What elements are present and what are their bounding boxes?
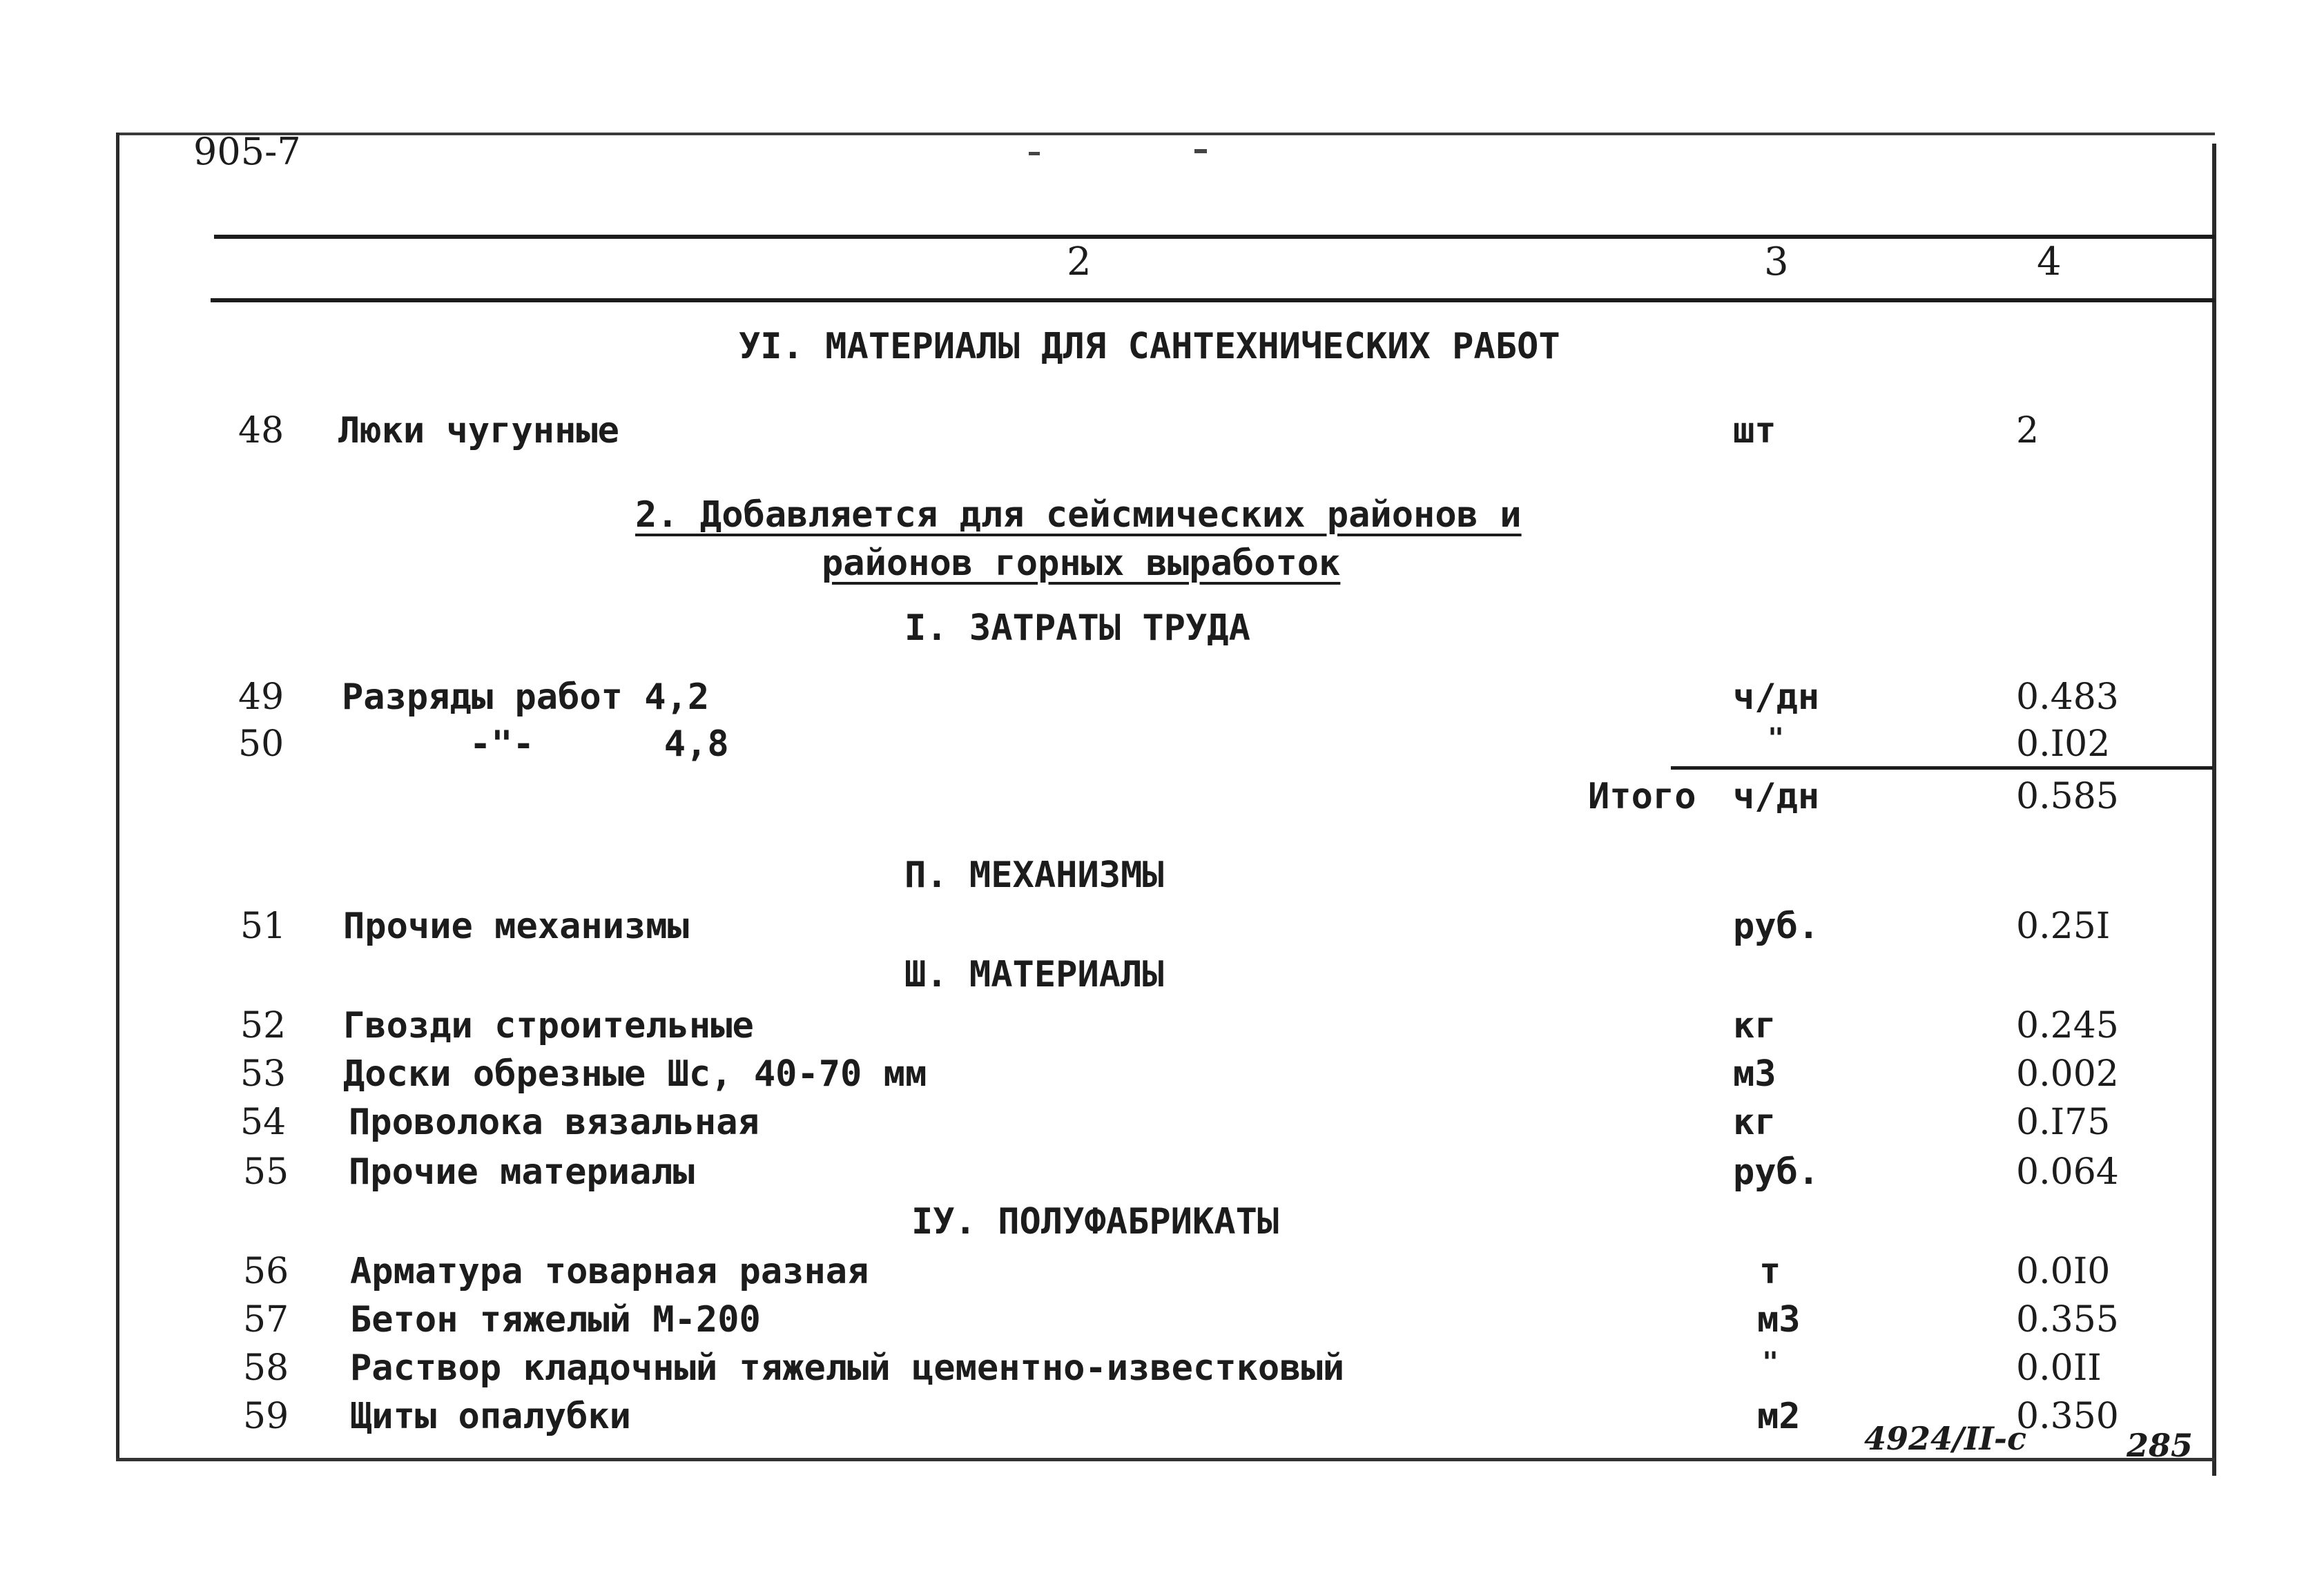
row-number: 51	[240, 906, 287, 947]
row-number: 59	[243, 1396, 289, 1437]
row-number: 58	[243, 1347, 289, 1389]
row-unit: м3	[1733, 1053, 1776, 1095]
row-name: Разряды работ 4,2	[342, 676, 710, 718]
row-value: 0.0II	[2016, 1347, 2102, 1389]
row-value: 0.483	[2016, 676, 2119, 718]
section-heading-machinery: П. МЕХАНИЗМЫ	[904, 855, 1164, 896]
row-unit: м2	[1757, 1396, 1801, 1437]
row-name: Раствор кладочный тяжелый цементно-известковый	[350, 1347, 1345, 1389]
row-value: 0.25I	[2016, 906, 2111, 947]
row-unit: ч/дн	[1733, 676, 1820, 718]
row-name: Гвозди строительные	[343, 1005, 754, 1046]
added-section-title-line1: 2. Добавляется для сейсмических районов и	[635, 494, 1522, 536]
row-name: Проволока вязальная	[349, 1102, 759, 1143]
row-name: Щиты опалубки	[350, 1396, 631, 1437]
row-value: 0.002	[2016, 1053, 2119, 1095]
table-header-bottom-rule	[211, 298, 2215, 302]
document-code: 905-7	[193, 130, 301, 173]
header-mark	[1029, 152, 1040, 155]
row-value: 0.I02	[2016, 723, 2111, 765]
row-name: Арматура товарная разная	[350, 1251, 869, 1292]
row-unit: кг	[1733, 1102, 1776, 1143]
row-value: 0.355	[2016, 1299, 2119, 1341]
row-number: 57	[243, 1299, 289, 1341]
row-unit: "	[1762, 1347, 1779, 1378]
row-unit: руб.	[1733, 1151, 1820, 1193]
row-number: 56	[243, 1251, 289, 1292]
inventory-stamp: 4924/II-c	[1864, 1420, 2026, 1457]
row-unit: руб.	[1733, 906, 1820, 947]
row-value: 0.0I0	[2016, 1251, 2111, 1292]
row-value: 0.350	[2016, 1396, 2119, 1437]
header-mark	[1194, 149, 1207, 153]
frame-top-border	[116, 133, 2215, 135]
row-value: 2	[2016, 410, 2040, 451]
row-number: 49	[238, 676, 284, 718]
row-name: -"- 4,8	[469, 723, 729, 765]
section-heading-semifinished: IУ. ПОЛУФАБРИКАТЫ	[911, 1201, 1279, 1242]
row-unit: шт	[1733, 410, 1776, 451]
frame-right-border	[2212, 144, 2216, 1476]
row-number: 55	[243, 1151, 289, 1193]
row-number: 50	[238, 723, 284, 765]
subtotal-rule	[1671, 766, 2213, 770]
frame-left-border	[116, 133, 119, 1461]
page-number: 285	[2127, 1427, 2194, 1464]
row-unit: кг	[1733, 1005, 1776, 1046]
total-unit: ч/дн	[1733, 776, 1820, 817]
row-value: 0.064	[2016, 1151, 2119, 1193]
row-name: Доски обрезные Шс, 40-70 мм	[343, 1053, 927, 1095]
row-name: Бетон тяжелый М-200	[350, 1299, 761, 1341]
row-number: 48	[238, 410, 284, 451]
row-name: Прочие механизмы	[343, 906, 689, 947]
row-unit: т	[1759, 1251, 1781, 1292]
added-section-title-line2: районов горных выработок	[822, 543, 1341, 584]
row-number: 54	[240, 1102, 287, 1143]
row-number: 53	[240, 1053, 287, 1095]
row-name: Прочие материалы	[349, 1151, 695, 1193]
row-number: 52	[240, 1005, 287, 1046]
row-name: Люки чугунные	[338, 410, 619, 451]
row-value: 0.245	[2016, 1005, 2119, 1046]
section-heading-6: УI. МАТЕРИАЛЫ ДЛЯ САНТЕХНИЧЕСКИХ РАБОТ	[739, 326, 1560, 367]
column-header-2: 2	[1067, 240, 1092, 284]
row-value: 0.I75	[2016, 1102, 2111, 1143]
total-value: 0.585	[2016, 776, 2119, 817]
table-header-top-rule	[214, 235, 2215, 239]
section-heading-materials: Ш. МАТЕРИАЛЫ	[904, 954, 1164, 995]
column-header-4: 4	[2037, 240, 2062, 284]
section-heading-labor: I. ЗАТРАТЫ ТРУДА	[904, 607, 1250, 649]
column-header-3: 3	[1764, 240, 1789, 284]
row-unit: м3	[1757, 1299, 1801, 1341]
row-unit: "	[1768, 723, 1785, 754]
total-label: Итого	[1588, 776, 1696, 817]
